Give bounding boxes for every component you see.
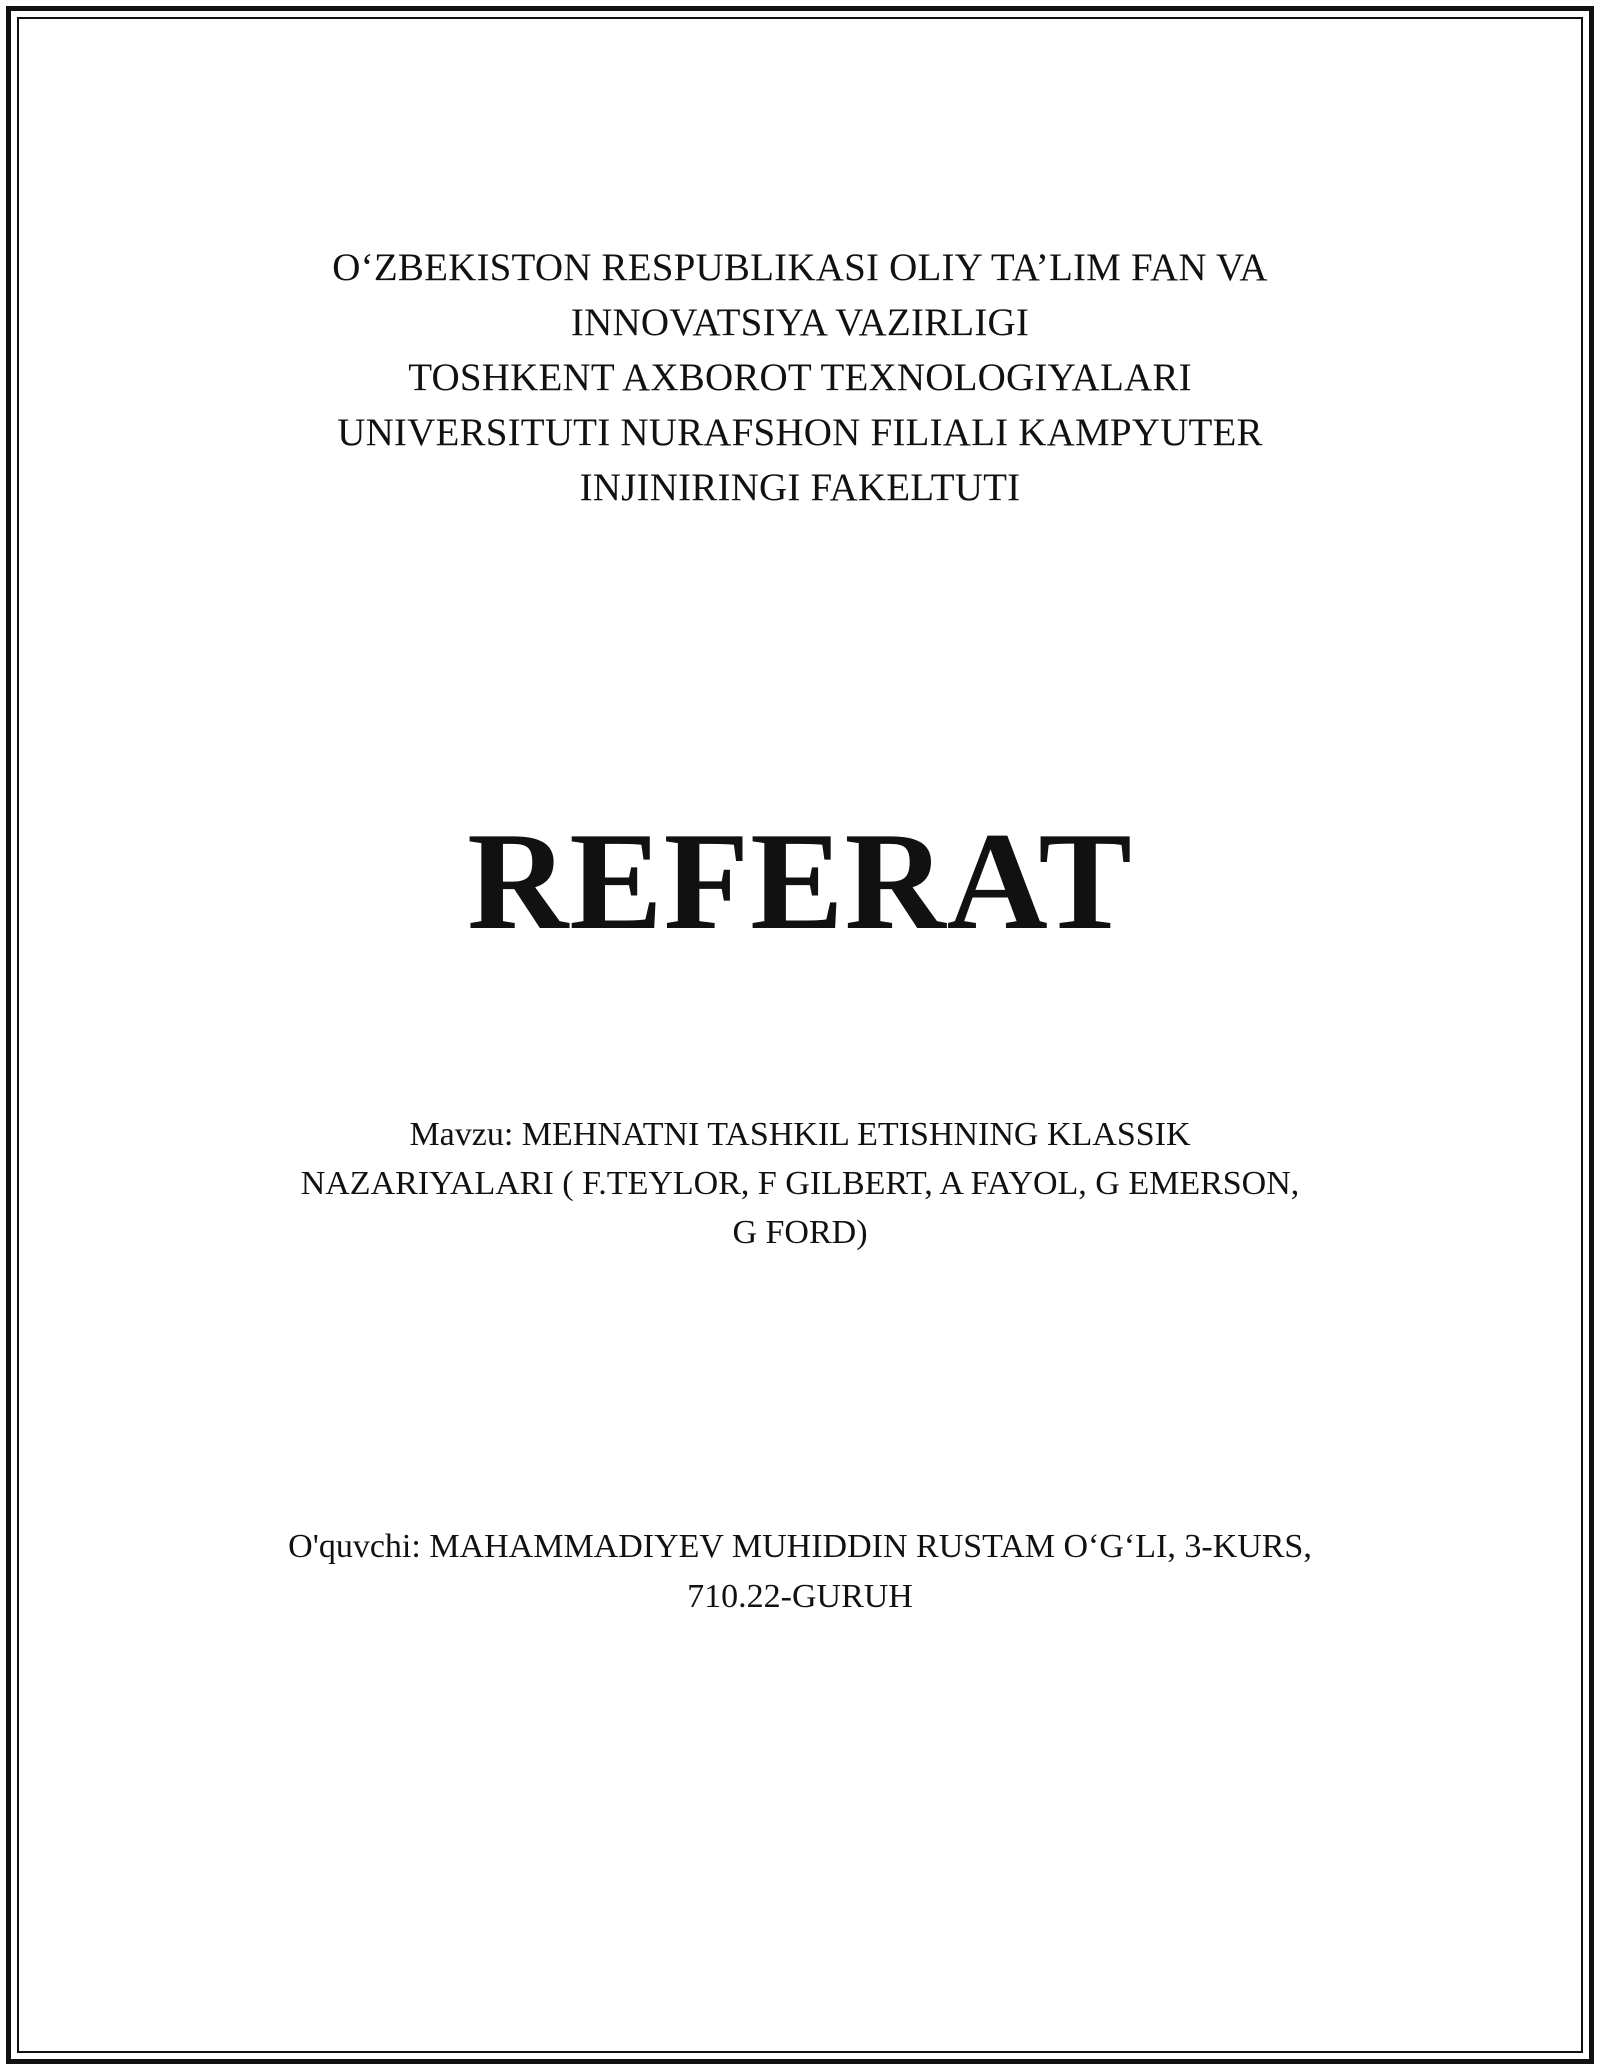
student-line: O'quvchi: MAHAMMADIYEV MUHIDDIN RUSTAM O‘G‘LI, 3-KURS, <box>288 1528 1312 1565</box>
topic-line: NAZARIYALARI ( F.TEYLOR, F GILBERT, A FAYOL, G EMERSON, <box>300 1165 1300 1202</box>
topic-line: Mavzu: MEHNATNI TASHKIL ETISHNING KLASSIK <box>409 1116 1191 1153</box>
institution-header <box>200 240 1400 515</box>
student-block <box>200 1522 1400 1622</box>
header-line: O‘ZBEKISTON RESPUBLIKASI OLIY TA’LIM FAN VA <box>332 246 1268 289</box>
header-line: UNIVERSITUTI NURAFSHON FILIALI KAMPYUTER <box>337 411 1263 454</box>
header-line: TOSHKENT AXBOROT TEXNOLOGIYALARI <box>408 356 1192 399</box>
topic-line: G FORD) <box>732 1214 868 1251</box>
student-line: 710.22-GURUH <box>687 1578 913 1615</box>
document-title: REFERAT <box>467 804 1133 959</box>
header-line: INNOVATSIYA VAZIRLIGI <box>570 301 1030 344</box>
topic-block <box>200 1110 1400 1257</box>
header-line: INJINIRINGI FAKELTUTI <box>579 466 1021 509</box>
